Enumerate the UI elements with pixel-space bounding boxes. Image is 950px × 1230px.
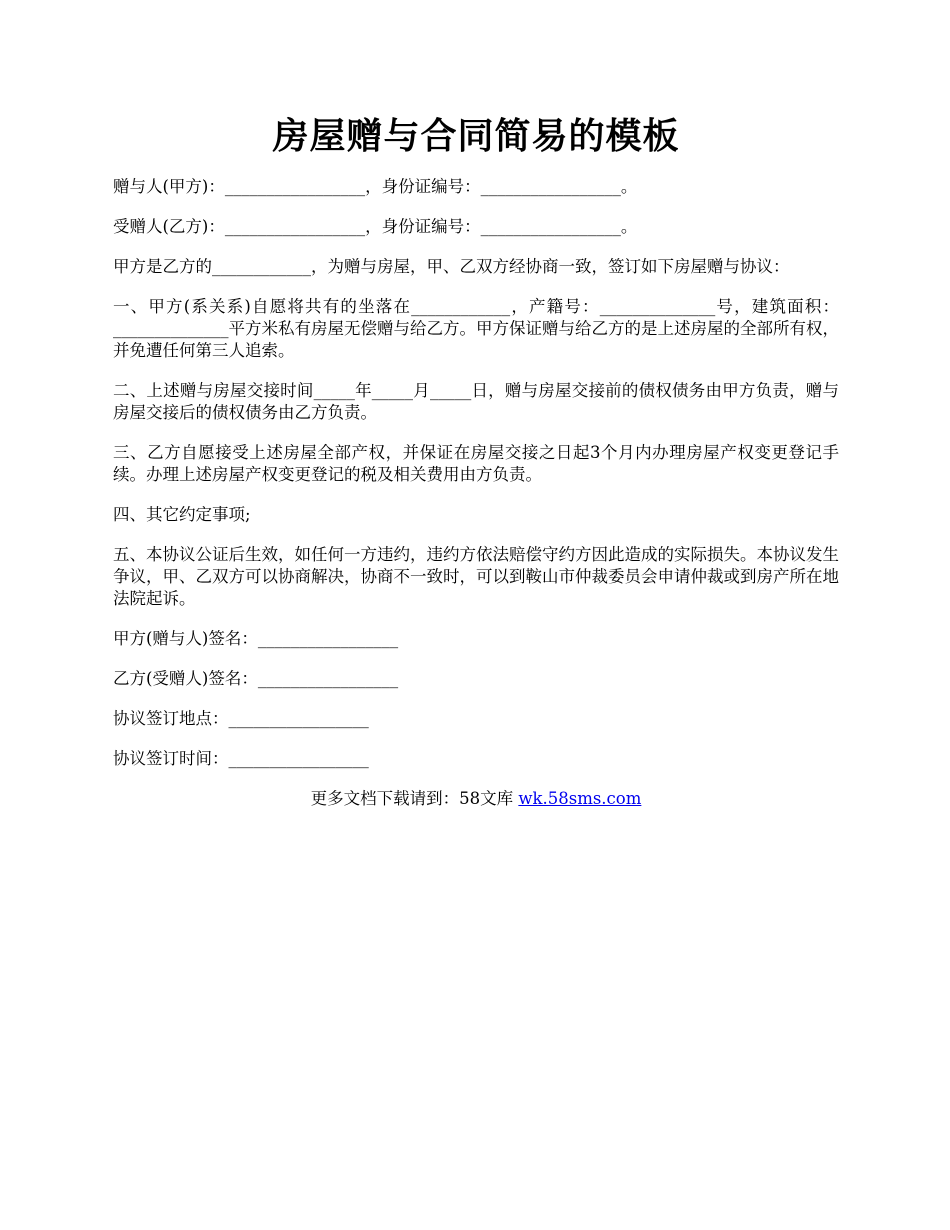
recipient-line: 受赠人(乙方)：_________________，身份证编号：_________________。: [113, 217, 638, 236]
clause-4: 四、其它约定事项;: [113, 505, 251, 524]
clause-3: 三、乙方自愿接受上述房屋全部产权，并保证在房屋交接之日起3个月内办理房屋产权变更登记手续。办理上述房屋产权变更登记的税及相关费用由方负责。: [113, 443, 839, 484]
clause-2: 二、上述赠与房屋交接时间_____年_____月_____日，赠与房屋交接前的债权债务由甲方负责，赠与房屋交接后的债权债务由乙方负责。: [113, 381, 839, 422]
donor-signature-line: 甲方(赠与人)签名：_________________: [113, 629, 399, 648]
preamble-paragraph: 甲方是乙方的____________，为赠与房屋，甲、乙双方经协商一致，签订如下房屋赠与协议：: [113, 257, 790, 276]
clause-5: 五、本协议公证后生效，如任何一方违约，违约方依法赔偿守约方因此造成的实际损失。本协议发生争议，甲、乙双方可以协商解决，协商不一致时，可以到鞍山市仲裁委员会申请仲裁或到房产所在地法院起诉。: [113, 545, 839, 608]
recipient-signature-line: 乙方(受赠人)签名：_________________: [113, 669, 399, 688]
signing-place-line: 协议签订地点：_________________: [113, 709, 369, 728]
document-page: [113, 108, 839, 810]
donor-line: 赠与人(甲方)：_________________，身份证编号：_________________。: [113, 177, 638, 196]
signing-time-line: 协议签订时间：_________________: [113, 749, 369, 768]
document-title: 房屋赠与合同简易的模板: [272, 115, 680, 157]
clause-1: 一、甲方(系关系)自愿将共有的坐落在____________，产籍号：______________号，建筑面积：______________平方米私有房屋无偿赠与给乙方。甲方保证赠与给乙方的是上述房屋的全部所有权，并免遭任何第三人追索。: [113, 297, 839, 360]
footer-text: 更多文档下载请到：58文库: [310, 789, 519, 808]
footer: [113, 788, 839, 810]
footer-link[interactable]: wk.58sms.com: [518, 789, 642, 808]
